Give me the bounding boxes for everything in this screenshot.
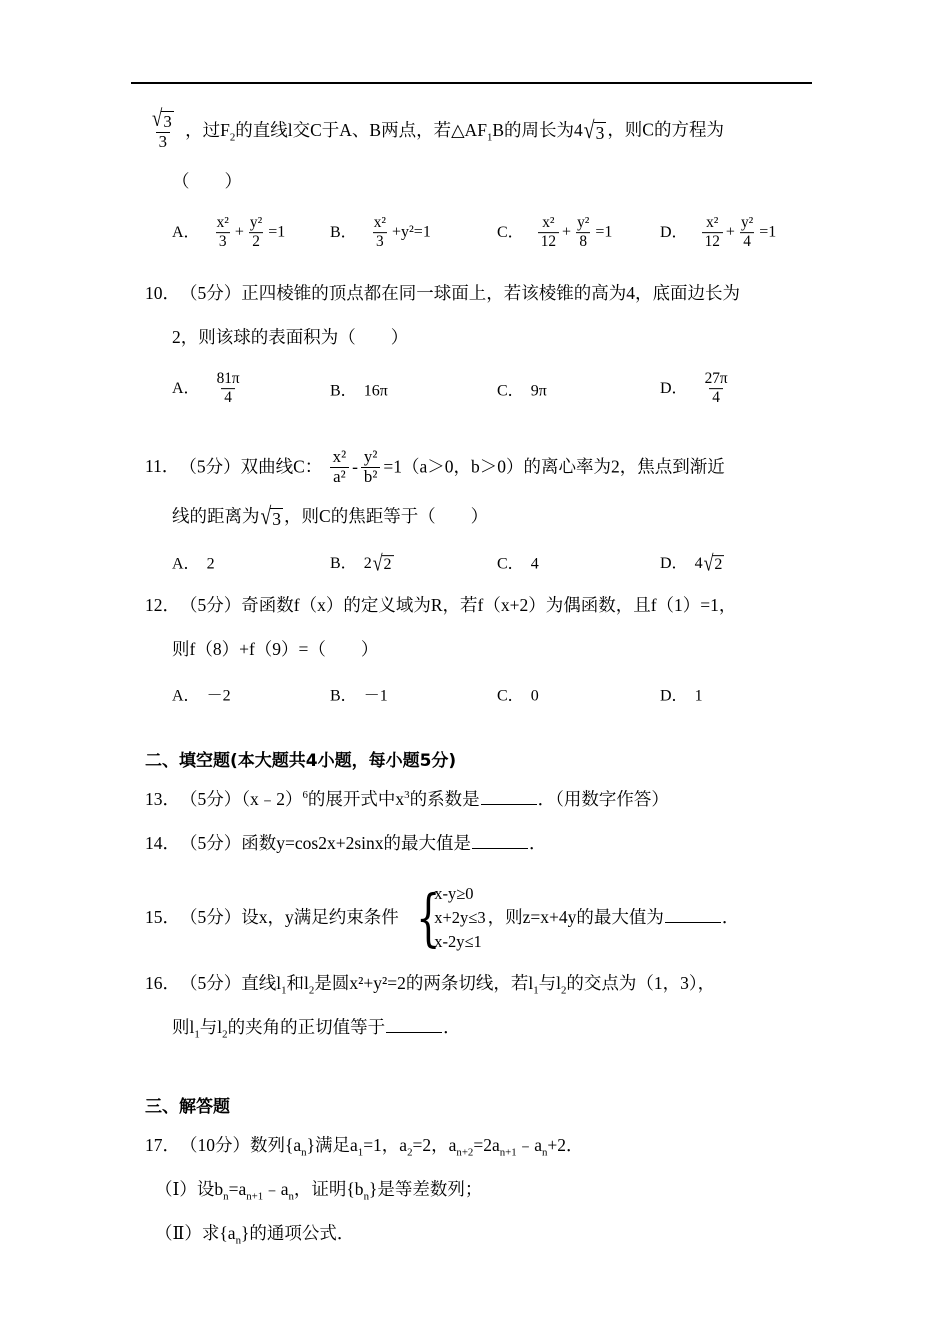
question-9-continuation-line1	[145, 104, 825, 160]
left-brace-icon: {	[415, 880, 441, 954]
question-11-mid: =1（a＞0，b＞0）的离心率为2，焦点到渐近	[383, 456, 725, 477]
option-b-tail: +y²=1	[391, 223, 431, 241]
option-a-frac-2: $\frac{\text{y²}}{2}$	[249, 214, 263, 250]
option-c-value: 0	[530, 687, 539, 705]
question-13-score: （5分）	[180, 789, 242, 810]
option-a-fraction: $\frac{81\pi}{4}$	[216, 370, 240, 406]
l-subscript-1c: 1	[194, 1028, 200, 1041]
sqrt-3-inline: √ 3	[583, 118, 605, 145]
answer-blank[interactable]	[386, 1032, 442, 1033]
b-subscript-n: n	[223, 1190, 229, 1203]
option-c-op: +	[562, 223, 572, 241]
answer-blank[interactable]	[472, 848, 528, 849]
l-subscript-2c: 2	[222, 1028, 228, 1041]
question-11-line1	[145, 440, 825, 496]
fraction-sqrt3-over-3: √ 3 3	[152, 106, 172, 152]
question-16-score: （5分）	[180, 973, 242, 994]
q16-line2-a: 则l	[172, 1017, 195, 1038]
sqrt-3-q11: √ 3	[260, 504, 282, 531]
section-2-heading: 二、填空题(本大题共4小题，每小题5分)	[145, 750, 457, 771]
paper-content	[145, 104, 825, 1256]
option-d-op: +	[725, 223, 735, 241]
option-d-coef: 4	[694, 555, 703, 573]
q15-text-b: ，则z=x+4y的最大值为	[487, 907, 664, 928]
question-11-line2	[145, 496, 825, 540]
option-d-frac-1: $\frac{\text{x²}}{12}$	[702, 215, 723, 249]
a-subscript-nc: n	[235, 1234, 241, 1247]
q17-text-b: }满足a	[306, 1135, 358, 1156]
q13-text-a: （x﹣2）	[241, 789, 303, 810]
question-17-number: 17．	[145, 1135, 180, 1156]
hyperbola-minus: -	[352, 456, 358, 477]
q14-text-b: ．	[529, 833, 547, 854]
option-c[interactable]: C． 4	[497, 555, 539, 573]
l-subscript-2b: 2	[560, 984, 567, 997]
spacer	[145, 262, 825, 272]
option-b-value: 16π	[363, 382, 388, 400]
b-subscript-nb: n	[363, 1190, 369, 1203]
option-a-op: +	[234, 223, 244, 241]
a-subscript-n-plus-1b: n+1	[246, 1190, 264, 1203]
question-10-number: 10．	[145, 283, 180, 304]
l-subscript-1: 1	[281, 984, 287, 997]
question-15	[145, 876, 825, 962]
option-d-rhs: =1	[759, 223, 777, 241]
q15-text-c: ．	[721, 907, 740, 928]
option-d-value: 1	[694, 687, 703, 705]
a-subscript-2: 2	[407, 1146, 413, 1159]
option-d[interactable]: D． 1	[660, 687, 703, 705]
q16-line2-d: ．	[443, 1017, 461, 1038]
question-12-number: 12．	[145, 595, 180, 616]
q17-p1-b: =a	[228, 1179, 247, 1200]
q14-text-a: 函数y=cos2x+2sinx的最大值是	[241, 833, 471, 854]
q15-text-a: 设x，y满足约束条件	[241, 907, 399, 928]
question-12-line2: 则f（8）+f（9）=（ ）	[172, 639, 379, 660]
option-c-rhs: =1	[595, 223, 613, 241]
q9-text-b: ，则C的方程为	[607, 120, 724, 140]
hyperbola-frac-x2-a2: $\frac{\text{x²}}{\text{a²}}$	[330, 449, 349, 486]
option-b[interactable]: B． －1	[330, 687, 388, 705]
question-10-line2: 2，则该球的表面积为（ ）	[172, 327, 409, 348]
question-11-score: （5分）	[179, 456, 241, 477]
a-subscript-n-plus-2: n+2	[456, 1146, 474, 1159]
sqrt3-radicand: 3	[163, 112, 172, 132]
question-10-line1	[145, 272, 825, 316]
option-b[interactable]: B． $\frac{\text{x²}}{3}$ +y²=1	[330, 214, 431, 250]
q16-text-e: 的交点为（1，3），	[566, 973, 716, 994]
inequality-row-1: x-y≥0	[434, 884, 474, 904]
question-10-score: （5分）	[180, 283, 242, 304]
q17-p1-c: ﹣a	[263, 1179, 289, 1200]
option-b[interactable]: B． 16π	[330, 382, 388, 400]
sqrt-radical: √ 2	[372, 550, 392, 576]
inequality-system	[401, 882, 486, 954]
q16-text-a: 直线l	[241, 973, 282, 994]
option-d[interactable]: D． 4 √ 2	[660, 550, 723, 576]
spacer	[145, 866, 825, 876]
question-16-line2	[145, 1006, 825, 1050]
option-d[interactable]: D． $\frac{27\pi}{4}$	[660, 372, 734, 406]
answer-blank[interactable]	[665, 922, 721, 923]
option-a[interactable]: A． $\frac{81\pi}{4}$	[172, 372, 246, 406]
question-15-number: 15．	[145, 907, 180, 928]
question-14	[145, 822, 825, 866]
spacer	[145, 716, 825, 738]
q11-text-b: ，则C的焦距等于（ ）	[284, 506, 489, 527]
l-subscript-2: 2	[308, 984, 315, 997]
question-15-score: （5分）	[180, 907, 242, 928]
q13-exponent-6: 6	[302, 789, 308, 802]
a-subscript-n: n	[301, 1146, 307, 1159]
sqrt-radical: √ 2	[703, 550, 723, 576]
a-subscript-nb: n	[288, 1190, 294, 1203]
question-11-prefix: 双曲线C：	[240, 456, 323, 477]
option-a-frac-1: $\frac{\text{x²}}{3}$	[216, 214, 229, 250]
q16-line2-b: 与l	[199, 1017, 223, 1038]
q17-p1-e: }是等差数列；	[368, 1179, 483, 1200]
answer-blank[interactable]	[481, 804, 537, 805]
option-b-coef: 2	[363, 555, 372, 573]
q17-text-g: +2．	[547, 1135, 584, 1156]
question-11-options	[145, 540, 825, 584]
option-c[interactable]: C． $\frac{\text{x²}}{12}$ + $\frac{\text{y²}}{8}$ =1	[497, 214, 613, 250]
a-subscript-n-2: n	[542, 1146, 548, 1159]
question-13	[145, 778, 825, 822]
inequality-row-2: x+2y≤3	[434, 908, 486, 928]
fraction-denominator: 3	[156, 132, 170, 151]
spacer	[145, 418, 825, 440]
option-a-rhs: =1	[268, 223, 286, 241]
q17-text-f: ﹣a	[516, 1135, 542, 1156]
option-c-frac-2: $\frac{\text{y²}}{8}$	[577, 214, 590, 250]
inequality-row-3: x-2y≤1	[434, 931, 482, 951]
question-12-score: （5分）	[180, 595, 242, 616]
q17-text-a: 数列{a	[250, 1135, 302, 1156]
q13-text-b: 的展开式中x	[307, 789, 405, 810]
a-subscript-1: 1	[357, 1146, 364, 1159]
question-12-body: 奇函数f（x）的定义域为R，若f（x+2）为偶函数，且f（1）=1，	[241, 595, 737, 616]
option-b-value: －1	[363, 687, 388, 705]
question-17-line1	[145, 1124, 825, 1168]
q13-text-d: ．（用数字作答）	[537, 789, 669, 810]
a-subscript-n-plus-1: n+1	[499, 1146, 517, 1159]
f-subscript-2: 2	[229, 131, 236, 144]
question-14-number: 14．	[145, 833, 180, 854]
option-d-fraction: $\frac{27\pi}{4}$	[704, 370, 728, 406]
option-a[interactable]: A． －2	[172, 687, 231, 705]
section-3-heading: 三、解答题	[145, 1096, 230, 1117]
f-subscript-1: 1	[486, 131, 493, 144]
q9-answer-parens: （ ）	[172, 171, 242, 192]
l-subscript-1b: 1	[533, 984, 539, 997]
option-d[interactable]: D． $\frac{\text{x²}}{12}$ + $\frac{\text{y²}}{4}$ =1	[660, 214, 777, 250]
option-c-value: 4	[530, 555, 539, 573]
question-9-options	[145, 204, 825, 262]
question-12-options	[145, 672, 825, 716]
question-16-line1	[145, 962, 825, 1006]
q17-p2-a: （Ⅱ）求{a	[155, 1223, 236, 1244]
q16-text-d: 与l	[538, 973, 561, 994]
q17-p2-b: }的通项公式．	[240, 1223, 355, 1244]
question-9-continuation-line2	[145, 160, 825, 204]
question-13-number: 13．	[145, 789, 180, 810]
question-14-score: （5分）	[180, 833, 242, 854]
q17-p1-d: ，证明{b	[293, 1179, 364, 1200]
option-b[interactable]: B． 2 √ 2	[330, 550, 392, 576]
q11-text-a: 线的距离为	[172, 506, 260, 527]
option-a[interactable]: A． $\frac{\text{x²}}{3}$ + $\frac{\text{y²}}{2}$ =1	[172, 214, 286, 250]
q16-line2-c: 的夹角的正切值等于	[227, 1017, 386, 1038]
option-c-frac-1: $\frac{\text{x²}}{12}$	[538, 215, 559, 249]
question-17-part-1	[145, 1168, 825, 1212]
q13-text-c: 的系数是	[409, 789, 480, 810]
question-12-line1	[145, 584, 825, 628]
header-rule	[131, 82, 812, 84]
option-a-value: －2	[206, 687, 231, 705]
option-c[interactable]: C． 0	[497, 687, 539, 705]
option-c[interactable]: C． 9π	[497, 382, 547, 400]
question-16-number: 16．	[145, 973, 180, 994]
spacer	[145, 1050, 825, 1084]
q16-text-b: 和l	[286, 973, 309, 994]
option-b-frac-1: $\frac{\text{x²}}{3}$	[373, 214, 386, 250]
question-10-options	[145, 360, 825, 418]
option-a-value: 2	[206, 555, 215, 573]
q17-text-e: =2a	[473, 1135, 500, 1156]
question-17-part-2	[145, 1212, 825, 1256]
option-d-frac-2: $\frac{\text{y²}}{4}$	[740, 214, 754, 250]
q13-exponent-3: 3	[404, 789, 410, 802]
question-10-body: 正四棱锥的顶点都在同一球面上，若该棱锥的高为4，底面边长为	[241, 283, 740, 304]
option-a[interactable]: A． 2	[172, 555, 215, 573]
q16-text-c: 是圆x²+y²=2的两条切线，若l	[314, 973, 534, 994]
q17-text-c: =1，a	[363, 1135, 408, 1156]
hyperbola-frac-y2-b2: $\frac{\text{y²}}{\text{b²}}$	[361, 449, 380, 486]
question-17-score: （10分）	[180, 1135, 250, 1156]
q17-text-d: =2，a	[412, 1135, 457, 1156]
option-c-value: 9π	[530, 382, 547, 400]
q17-p1-a: （Ⅰ）设b	[155, 1179, 224, 1200]
q9-text-a: ，过$F_2$的直线l交C于A、B两点，若$\triangle AF_1B$的周长为4	[185, 120, 583, 144]
question-11-number: 11．	[145, 456, 180, 477]
